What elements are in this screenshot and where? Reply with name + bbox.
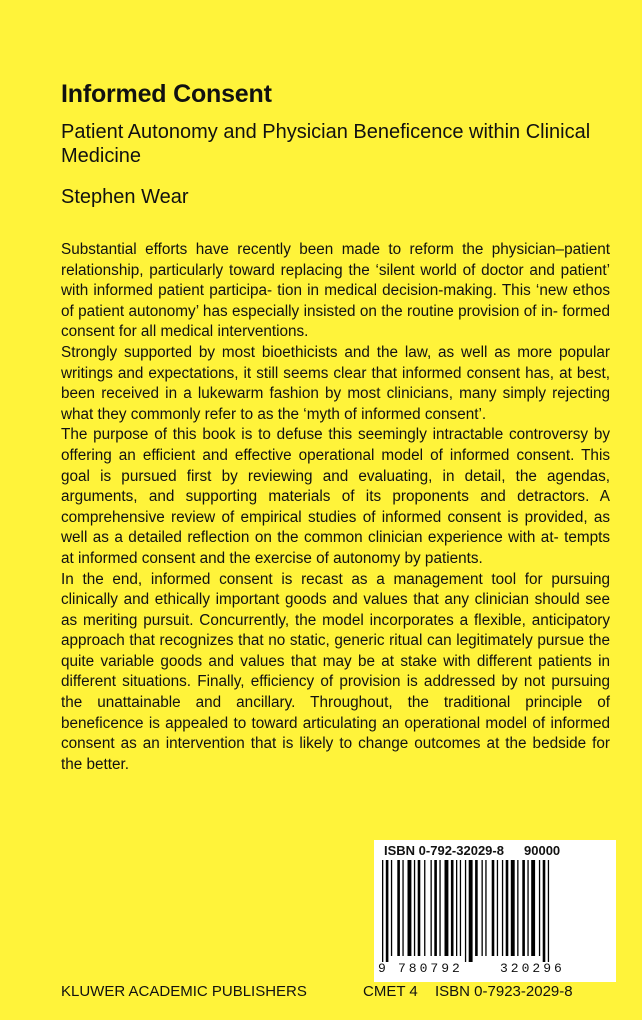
barcode-digits bbox=[378, 961, 612, 976]
barcode-bar bbox=[492, 860, 495, 956]
barcode-bar bbox=[531, 860, 535, 956]
blurb-paragraph: In the end, informed consent is recast as a management tool for pursuing clinically and ethically important goods and values that any clinician should see as meriting pursuit. Concurrently, the model incorporates a flexible, anticipatory approach that recognizes that no static, generic ritual can legitimately pursue the quite variable goods and values that may be at stake with different patients in different situations. Finally, efficiency of provision is addressed by not pursuing the unattainable and ancillary. Throughout, the traditional principle of beneficence is appealed to toward articulating an operational model of informed consent as an intervention that is likely to change outcomes at the bedside for the better. bbox=[61, 570, 610, 773]
barcode-bar bbox=[424, 860, 425, 956]
book-title: Informed Consent bbox=[61, 80, 272, 108]
book-subtitle: Patient Autonomy and Physician Beneficence within Clinical Medicine bbox=[61, 121, 591, 167]
barcode-bar bbox=[539, 860, 540, 956]
barcode-bar bbox=[391, 860, 392, 956]
barcode-bar bbox=[517, 860, 518, 956]
barcode-bar bbox=[475, 860, 478, 956]
barcode-bar bbox=[431, 860, 432, 956]
barcode-digit-prefix: 9 bbox=[378, 961, 386, 976]
blurb-paragraph: Strongly supported by most bioethicists and the law, as well as more popular writings and expectations, it still seems clear that informed consent has, at best, been received in a lukewarm fashion by most clinicians, many simply rejecting what they commonly refer to as the ‘myth of informed consent’. bbox=[61, 343, 610, 423]
barcode-bar bbox=[456, 860, 457, 956]
barcode-bar bbox=[522, 860, 525, 956]
barcode-bar bbox=[506, 860, 509, 956]
barcode-bar bbox=[445, 860, 449, 956]
barcode-isbn-label: ISBN 0-792-32029-8 bbox=[384, 843, 504, 858]
blurb bbox=[61, 240, 610, 775]
barcode-price-code: 90000 bbox=[524, 843, 561, 858]
barcode-bar bbox=[469, 860, 473, 962]
barcode-bar bbox=[382, 860, 383, 962]
barcode-bar bbox=[497, 860, 498, 956]
barcode-bar bbox=[548, 860, 549, 962]
publisher-name: KLUWER ACADEMIC PUBLISHERS bbox=[61, 983, 307, 1000]
blurb-paragraph: The purpose of this book is to defuse this seemingly intractable controversy by offering an efficient and effective operational model of informed consent. This goal is pursued first by reviewing and evaluating, in detail, the agendas, arguments, and supporting materials of its proponents and detractors. A comprehensive review of empirical studies of informed consent is provided, as well as a detailed reflection on the common clinician experience with at- tempts at informed consent and the exercise of autonomy by patients. bbox=[61, 426, 610, 567]
barcode-bar bbox=[543, 860, 546, 962]
barcode-bar bbox=[465, 860, 466, 962]
barcode-bar bbox=[418, 860, 421, 956]
barcode-bar bbox=[502, 860, 503, 956]
barcode-bar bbox=[408, 860, 412, 956]
series-code: CMET 4 bbox=[363, 983, 418, 1000]
barcode-bar bbox=[439, 860, 440, 956]
barcode-bar bbox=[527, 860, 528, 956]
book-author: Stephen Wear bbox=[61, 186, 189, 208]
barcode-bars bbox=[380, 860, 612, 962]
barcode-bar bbox=[482, 860, 483, 956]
barcode-bar bbox=[402, 860, 403, 956]
barcode-digit-group-2: 320296 bbox=[500, 961, 565, 976]
barcode-bar bbox=[485, 860, 486, 956]
barcode-bar bbox=[460, 860, 461, 956]
barcode-bar bbox=[451, 860, 454, 956]
barcode-box bbox=[374, 840, 616, 982]
barcode-digit-group-1: 780792 bbox=[398, 961, 463, 976]
barcode-bar bbox=[511, 860, 515, 956]
blurb-paragraph: Substantial efforts have recently been made to reform the physician–patient relationship, particularly toward replacing the ‘silent world of doctor and patient’ with informed patient participa- tion in medical decision-making. This ‘new ethos of patient autonomy’ has especially insisted on the routine provision of in- formed consent for all medical interventions. bbox=[61, 241, 610, 341]
barcode-bar bbox=[386, 860, 389, 962]
barcode-bar bbox=[434, 860, 437, 956]
barcode-bar bbox=[397, 860, 400, 956]
footer-isbn: ISBN 0-7923-2029-8 bbox=[435, 983, 573, 1000]
barcode-bar bbox=[414, 860, 415, 956]
